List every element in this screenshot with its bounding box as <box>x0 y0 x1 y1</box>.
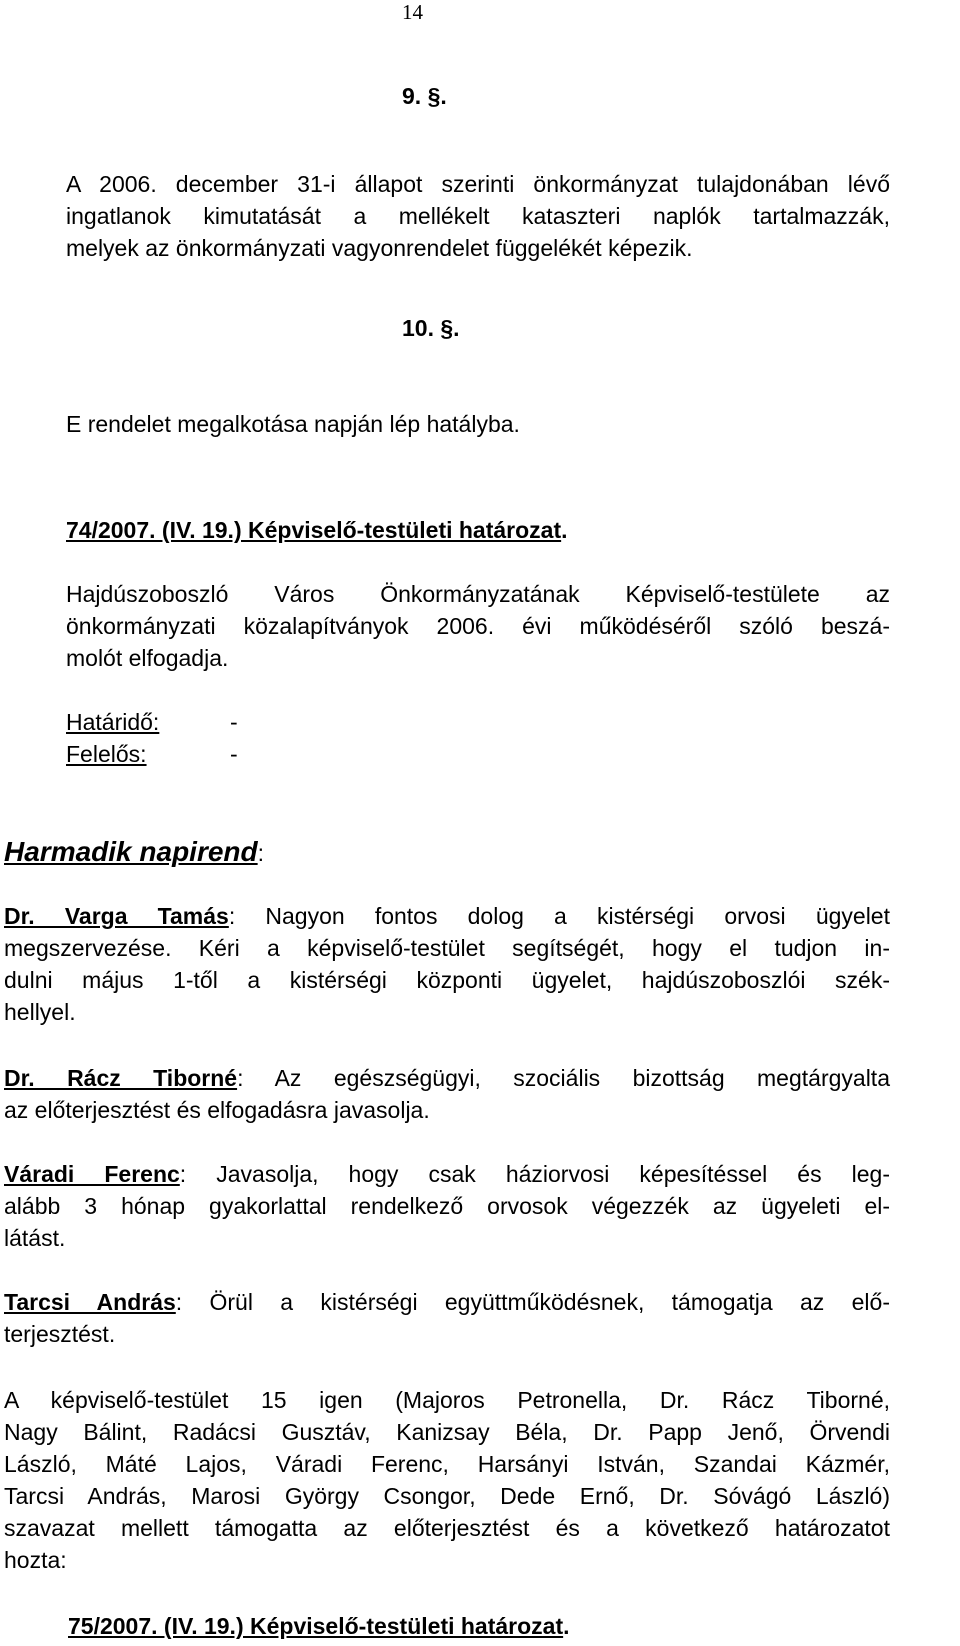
text-line: megszervezése. Kéri a képviselő-testület segítségét, hogy el tudjon in- <box>4 935 890 961</box>
text-line: : Javasolja, hogy csak háziorvosi képesítéssel és leg- <box>179 1161 890 1187</box>
agenda-heading-colon: : <box>257 840 265 866</box>
text-line: önkormányzati közalapítványok 2006. évi működéséről szóló beszá- <box>66 613 890 639</box>
speaker-name: Váradi Ferenc <box>4 1161 180 1187</box>
resolution-75-title-row <box>68 1610 570 1642</box>
text-line: szavazat mellett támogatta az előterjesztést és a következő határozatot <box>4 1515 890 1541</box>
agenda-heading: Harmadik napirend <box>4 836 258 867</box>
text-line: A 2006. december 31-i állapot szerinti önkormányzat tulajdonában lévő <box>66 171 890 197</box>
text-line: ingatlanok kimutatását a mellékelt kataszteri naplók tartalmazzák, <box>66 203 890 229</box>
speech-varga <box>4 900 890 1028</box>
responsible-label <box>66 738 147 770</box>
deadline-label-text: Határidő: <box>66 709 160 735</box>
text-line: : Örül a kistérségi együttműködésnek, támogatja az elő- <box>175 1289 890 1315</box>
responsible-value: - <box>230 741 238 767</box>
agenda-heading-row <box>4 836 264 868</box>
resolution-75-title-end: . <box>563 1613 570 1639</box>
text-line: molót elfogadja. <box>66 645 229 671</box>
speaker-name: Dr. Varga Tamás <box>4 903 229 929</box>
speaker-name: Dr. Rácz Tiborné <box>4 1065 238 1091</box>
responsible-label-text: Felelős: <box>66 741 147 767</box>
speech-varadi <box>4 1158 890 1254</box>
text-line: Tarcsi András, Marosi György Csongor, Dede Ernő, Dr. Sóvágó László) <box>4 1483 890 1509</box>
resolution-74-title-row <box>66 514 568 546</box>
vote-paragraph <box>4 1384 890 1576</box>
deadline-value: - <box>230 709 238 735</box>
speech-tarcsi <box>4 1286 890 1350</box>
speaker-name: Tarcsi András <box>4 1289 176 1315</box>
resolution-74-title: 74/2007. (IV. 19.) Képviselő-testületi határozat <box>66 517 562 543</box>
resolution-74-body <box>66 578 890 674</box>
resolution-75-title: 75/2007. (IV. 19.) Képviselő-testületi határozat <box>68 1613 564 1639</box>
text-line: az előterjesztést és elfogadásra javasolja. <box>4 1097 430 1123</box>
text-line: alább 3 hónap gyakorlattal rendelkező orvosok végezzék az ügyeleti el- <box>4 1193 890 1219</box>
page-number: 14 <box>402 0 423 24</box>
section-10-heading: 10. §. <box>402 315 460 341</box>
text-line: terjesztést. <box>4 1321 116 1347</box>
deadline-label <box>66 706 159 738</box>
text-line: Nagy Bálint, Radácsi Gusztáv, Kanizsay Béla, Dr. Papp Jenő, Örvendi <box>4 1419 890 1445</box>
resolution-74-title-end: . <box>561 517 568 543</box>
section-10-text: E rendelet megalkotása napján lép hatályba. <box>66 411 520 437</box>
text-line: László, Máté Lajos, Váradi Ferenc, Harsányi István, Szandai Kázmér, <box>4 1451 890 1477</box>
section-9-heading: 9. §. <box>402 83 447 109</box>
text-line: látást. <box>4 1225 66 1251</box>
speech-racz <box>4 1062 890 1126</box>
text-line: hellyel. <box>4 999 76 1025</box>
text-line: melyek az önkormányzati vagyonrendelet függelékét képezik. <box>66 235 693 261</box>
text-line: hozta: <box>4 1547 67 1573</box>
text-line: Hajdúszoboszló Város Önkormányzatának Képviselő-testülete az <box>66 581 890 607</box>
text-line: dulni május 1-től a kistérségi központi ügyelet, hajdúszoboszlói szék- <box>4 967 890 993</box>
text-line: : Az egészségügyi, szociális bizottság megtárgyalta <box>237 1065 890 1091</box>
text-line: A képviselő-testület 15 igen (Majoros Petronella, Dr. Rácz Tiborné, <box>4 1387 890 1413</box>
text-line: : Nagyon fontos dolog a kistérségi orvosi ügyelet <box>228 903 890 929</box>
section-9-body <box>66 168 890 264</box>
